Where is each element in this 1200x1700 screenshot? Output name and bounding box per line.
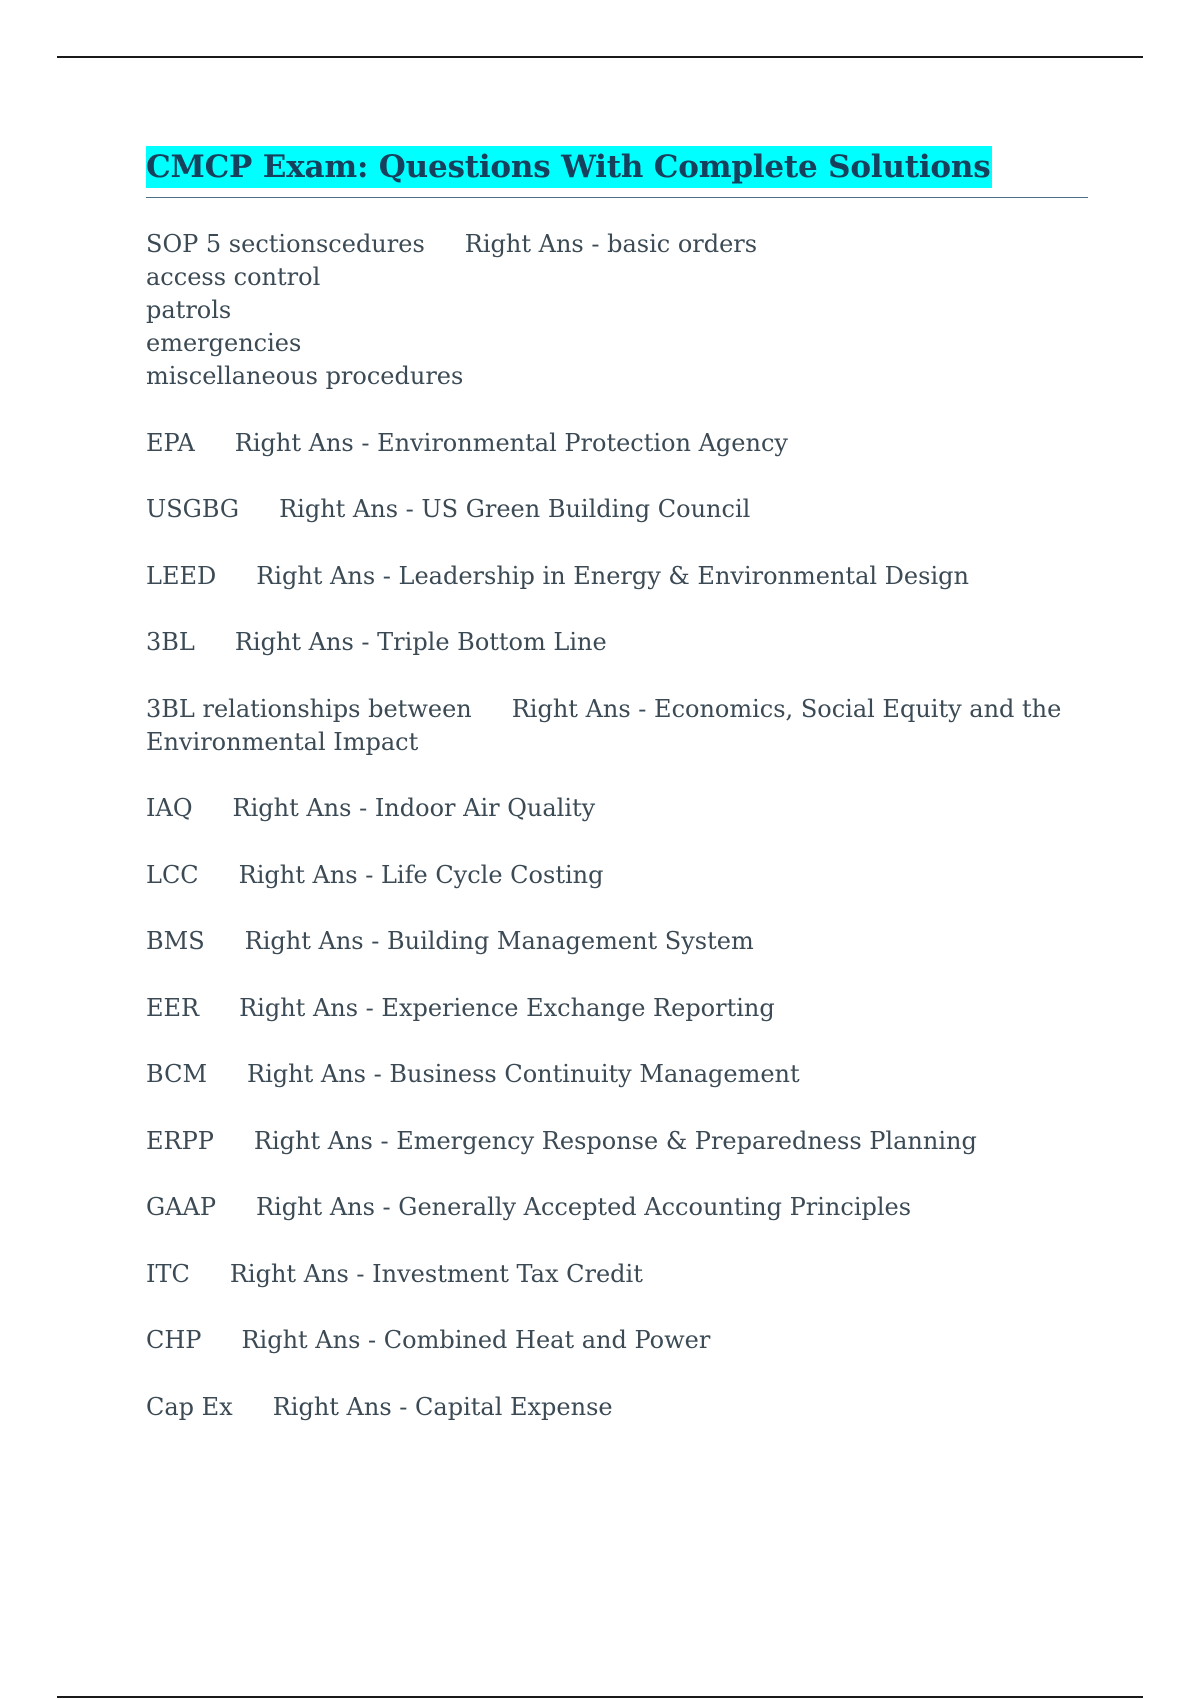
qa-term: ITC [146, 1259, 190, 1288]
qa-line [146, 560, 1096, 593]
qa-item [146, 560, 1096, 593]
qa-answer-label: Right Ans - [247, 1060, 390, 1088]
document-title: CMCP Exam: Questions With Complete Solutions [146, 146, 992, 188]
qa-item [146, 626, 1096, 659]
qa-item [146, 1058, 1096, 1091]
qa-answer-label: Right Ans - [232, 794, 375, 822]
qa-item [146, 1324, 1096, 1357]
qa-line [146, 693, 1096, 726]
qa-item [146, 792, 1096, 825]
qa-term: BMS [146, 927, 205, 955]
qa-term: EPA [146, 428, 195, 457]
qa-item [146, 859, 1096, 892]
qa-answer-label: Right Ans - [255, 1193, 399, 1221]
qa-line [146, 228, 1096, 261]
qa-list [146, 228, 1096, 1457]
qa-answer: Combined Heat and Power [383, 1326, 711, 1354]
qa-answer-label: Right Ans - [234, 428, 378, 457]
qa-term: BCM [146, 1060, 208, 1088]
qa-term: LEED [146, 561, 217, 590]
footer-rule [57, 1696, 1143, 1698]
qa-answer: Building Management System [386, 927, 754, 955]
qa-item [146, 1125, 1096, 1158]
qa-item [146, 693, 1096, 759]
qa-continuation-line: Environmental Impact [146, 727, 419, 756]
qa-item [146, 1258, 1096, 1291]
qa-answer-label: Right Ans - [239, 993, 382, 1022]
qa-item [146, 493, 1096, 526]
qa-answer-label: Right Ans - [234, 628, 378, 656]
qa-answer-label: Right Ans - [244, 927, 387, 955]
qa-term: ERPP [146, 1126, 214, 1155]
qa-answer: Capital Expense [415, 1392, 613, 1421]
qa-term: 3BL [146, 628, 195, 656]
qa-answer: Leadership in Energy & Environmental Design [398, 561, 969, 590]
qa-continuation-line: emergencies [146, 329, 302, 357]
qa-answer-label: Right Ans - [511, 694, 655, 723]
qa-item [146, 992, 1096, 1025]
qa-term: GAAP [146, 1193, 216, 1221]
qa-term: LCC [146, 860, 199, 889]
qa-answer-label: Right Ans - [229, 1259, 373, 1288]
qa-continuation-line: miscellaneous procedures [146, 362, 464, 390]
qa-answer-label: Right Ans - [241, 1326, 384, 1354]
qa-answer: basic orders [607, 230, 758, 258]
qa-term: CHP [146, 1326, 202, 1354]
qa-line [146, 792, 1096, 825]
qa-answer-label: Right Ans - [238, 860, 381, 889]
qa-term: EER [146, 993, 200, 1022]
qa-term: 3BL relationships between [146, 694, 472, 723]
qa-answer: Emergency Response & Preparedness Planning [396, 1126, 977, 1155]
qa-item [146, 1191, 1096, 1224]
qa-item [146, 1391, 1096, 1424]
qa-line [146, 992, 1096, 1025]
qa-answer-label: Right Ans - [464, 230, 608, 258]
qa-answer: Environmental Protection Agency [377, 428, 788, 457]
qa-term: IAQ [146, 794, 193, 822]
qa-line [146, 1324, 1096, 1357]
qa-term: USGBG [146, 495, 240, 523]
qa-answer-label: Right Ans - [279, 495, 422, 523]
qa-continuation-line: patrols [146, 296, 232, 324]
qa-item [146, 925, 1096, 958]
qa-answer-label: Right Ans - [272, 1392, 416, 1421]
qa-answer-label: Right Ans - [256, 561, 399, 590]
qa-answer: Indoor Air Quality [374, 794, 596, 822]
qa-answer: Business Continuity Management [389, 1060, 800, 1088]
qa-line [146, 626, 1096, 659]
qa-line [146, 1258, 1096, 1291]
title-block [146, 146, 1088, 198]
qa-answer-label: Right Ans - [253, 1126, 397, 1155]
qa-item [146, 228, 1096, 393]
qa-line [146, 1058, 1096, 1091]
qa-line [146, 1191, 1096, 1224]
qa-answer: Life Cycle Costing [380, 860, 604, 889]
qa-answer: US Green Building Council [421, 495, 751, 523]
qa-line [146, 1391, 1096, 1424]
header-rule [57, 56, 1143, 58]
qa-answer: Generally Accepted Accounting Principles [398, 1193, 912, 1221]
qa-answer: Economics, Social Equity and the [654, 694, 1062, 723]
qa-answer: Investment Tax Credit [372, 1259, 643, 1288]
qa-term: Cap Ex [146, 1392, 233, 1421]
qa-continuation-line: access control [146, 263, 321, 291]
qa-line [146, 1125, 1096, 1158]
qa-line [146, 493, 1096, 526]
qa-item [146, 427, 1096, 460]
qa-term: SOP 5 sectionscedures [146, 230, 425, 258]
qa-line [146, 859, 1096, 892]
qa-answer: Experience Exchange Reporting [381, 993, 775, 1022]
qa-line [146, 925, 1096, 958]
qa-line [146, 427, 1096, 460]
qa-answer: Triple Bottom Line [377, 628, 607, 656]
